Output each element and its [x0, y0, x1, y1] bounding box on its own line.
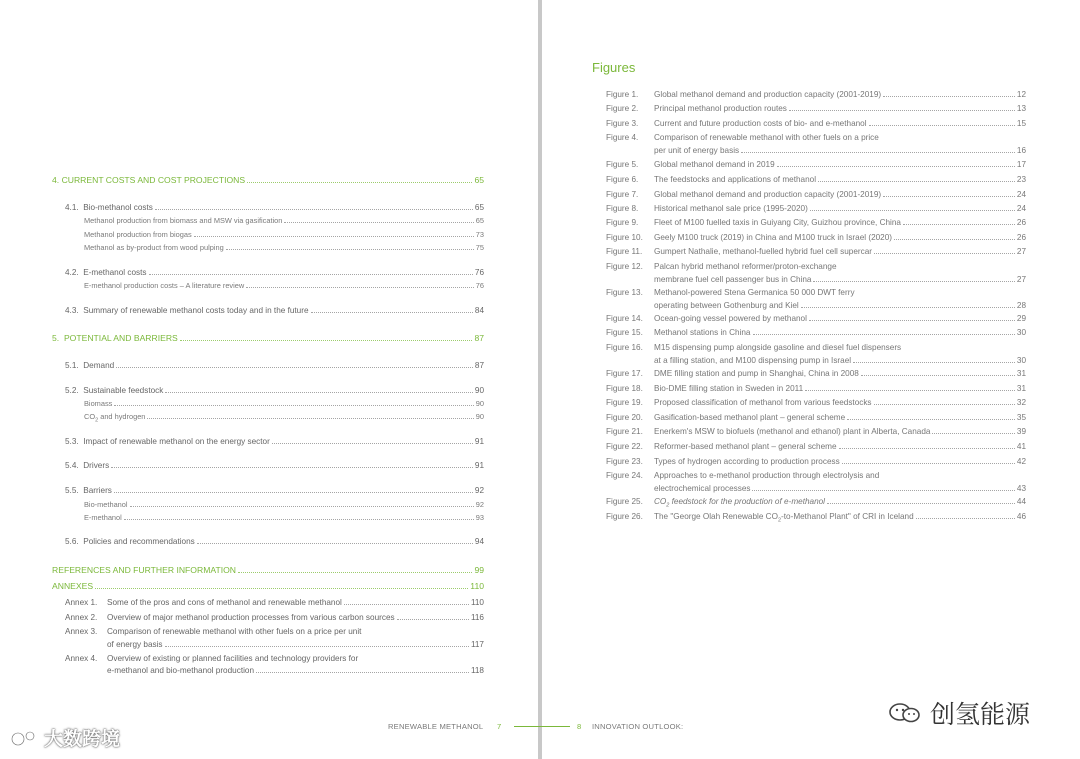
leader-dots — [813, 275, 1014, 282]
figure-label: Figure 8. — [606, 204, 639, 213]
watermark-logo-icon — [10, 727, 40, 749]
footer-divider — [514, 726, 570, 727]
toc-title: Methanol as by-product from wood pulping — [84, 243, 224, 252]
toc-annex-4-line2[interactable] — [107, 666, 484, 675]
figure-page: 41 — [1016, 442, 1026, 451]
figure-list-item[interactable] — [606, 369, 1026, 382]
leader-dots — [95, 582, 468, 589]
page-number-left: 7 — [497, 722, 502, 731]
leader-dots — [272, 437, 473, 444]
figure-list-item[interactable] — [606, 497, 1026, 511]
toc-number: 4.1. — [65, 203, 79, 212]
toc-subitem[interactable] — [84, 243, 484, 252]
leader-dots — [853, 356, 1015, 363]
figure-title: Proposed classification of methanol from various feedstocks — [654, 398, 872, 407]
figure-label: Figure 18. — [606, 384, 643, 393]
watermark-text: 创氢能源 — [930, 701, 1031, 729]
leader-dots — [810, 204, 1015, 211]
leader-dots — [130, 500, 474, 507]
leader-dots — [809, 314, 1015, 321]
figure-list-item[interactable] — [606, 384, 1026, 397]
leader-dots — [801, 301, 1015, 308]
figure-label: Figure 10. — [606, 233, 643, 242]
leader-dots — [194, 230, 474, 237]
toc-number: 5.2. — [65, 386, 79, 395]
leader-dots — [741, 146, 1015, 153]
figure-label: Figure 21. — [606, 427, 643, 436]
subscript: 2 — [666, 502, 670, 509]
toc-section-5-1[interactable] — [65, 361, 484, 370]
toc-page: 91 — [474, 461, 484, 470]
toc-title: Methanol production from biogas — [84, 230, 192, 239]
figure-page: 31 — [1016, 384, 1026, 393]
figure-page: 17 — [1016, 160, 1026, 169]
figure-list-item[interactable] — [606, 442, 1026, 455]
figure-label: Figure 3. — [606, 119, 639, 128]
toc-title: Barriers — [83, 486, 112, 495]
toc-page: 65 — [474, 203, 484, 212]
figure-list-item[interactable] — [606, 262, 1026, 287]
toc-page: 92 — [475, 500, 484, 509]
toc-subitem[interactable] — [84, 216, 484, 225]
toc-subitem[interactable] — [84, 399, 484, 408]
text-part: CO — [654, 497, 667, 506]
leader-dots — [752, 484, 1014, 491]
leader-dots — [874, 398, 1015, 405]
text-part: -to-Methanol Plant" of CRI in Iceland — [781, 512, 914, 521]
toc-page: 65 — [475, 216, 484, 225]
toc-subitem[interactable] — [84, 513, 484, 522]
toc-subitem[interactable] — [84, 500, 484, 509]
toc-annex-1[interactable] — [65, 598, 484, 607]
toc-section-5-4[interactable] — [65, 461, 484, 470]
figure-title: Fleet of M100 fuelled taxis in Guiyang City, Guizhou province, China — [654, 218, 901, 227]
figure-page: 26 — [1016, 218, 1026, 227]
figure-label: Figure 23. — [606, 457, 643, 466]
leader-dots — [124, 513, 474, 520]
leader-dots — [397, 613, 469, 620]
figure-label: Figure 16. — [606, 343, 643, 352]
leader-dots — [842, 457, 1015, 464]
leader-dots — [777, 160, 1015, 167]
toc-page: 99 — [474, 565, 484, 575]
toc-page: 117 — [470, 640, 484, 649]
toc-section-5[interactable] — [52, 333, 484, 343]
figure-label: Figure 7. — [606, 190, 639, 199]
figure-page: 30 — [1016, 328, 1026, 337]
figure-page: 27 — [1016, 247, 1026, 256]
toc-number: Annex 1. — [65, 598, 98, 607]
figure-label: Figure 5. — [606, 160, 639, 169]
figure-list-item[interactable] — [606, 160, 1026, 173]
leader-dots — [847, 413, 1015, 420]
figure-label: Figure 1. — [606, 90, 639, 99]
subscript: 2 — [777, 517, 782, 524]
leader-dots — [861, 369, 1015, 376]
toc-title: E-methanol costs — [83, 268, 147, 277]
toc-title — [84, 412, 145, 423]
figure-title: at a filling station, and M100 dispensing pump in Israel — [654, 355, 852, 365]
figure-title: Reformer-based methanol plant – general scheme — [654, 442, 837, 451]
figure-label: Figure 25. — [606, 497, 643, 506]
leader-dots — [165, 386, 473, 393]
toc-page: 93 — [475, 513, 484, 522]
figure-page: 15 — [1016, 119, 1026, 128]
leader-dots — [180, 334, 473, 341]
leader-dots — [114, 486, 473, 493]
leader-dots — [805, 384, 1015, 391]
figure-label: Figure 6. — [606, 175, 639, 184]
text-part: feedstock for the production of e-methanol — [669, 497, 825, 506]
figure-page: 39 — [1016, 427, 1026, 436]
leader-dots — [226, 243, 474, 250]
leader-dots — [238, 566, 472, 573]
figure-page: 24 — [1016, 190, 1026, 199]
toc-page: 90 — [475, 412, 484, 421]
figure-list-item[interactable] — [606, 90, 1026, 103]
figure-page: 31 — [1016, 369, 1026, 378]
toc-subitem[interactable] — [84, 412, 484, 423]
figure-page: 35 — [1016, 413, 1026, 422]
figure-page: 28 — [1016, 300, 1026, 310]
toc-title: of energy basis — [107, 640, 163, 649]
figure-title: membrane fuel cell passenger bus in China — [654, 274, 812, 284]
figure-title: Types of hydrogen according to production process — [654, 457, 840, 466]
figure-label: Figure 19. — [606, 398, 643, 407]
toc-number: 5.3. — [65, 437, 79, 446]
leader-dots — [883, 190, 1015, 197]
figure-label: Figure 26. — [606, 512, 643, 521]
figure-list-item[interactable] — [606, 512, 1026, 526]
figure-page: 42 — [1016, 457, 1026, 466]
leader-dots — [894, 233, 1015, 240]
figure-title: Methanol stations in China — [654, 328, 751, 337]
figure-list-item[interactable] — [606, 190, 1026, 203]
toc-title: Summary of renewable methanol costs today and in the future — [83, 306, 309, 315]
toc-title: REFERENCES AND FURTHER INFORMATION — [52, 565, 236, 575]
watermark-right — [888, 695, 1030, 731]
figure-title: electrochemical processes — [654, 483, 751, 493]
toc-annex-2[interactable] — [65, 613, 484, 622]
toc-title: Overview of major methanol production processes from various carbon sources — [107, 613, 395, 622]
toc-number: Annex 3. — [65, 627, 98, 636]
toc-section-4-2[interactable] — [65, 268, 484, 277]
toc-number: 5.1. — [65, 361, 79, 370]
toc-page: 94 — [474, 537, 484, 546]
figure-title: Principal methanol production routes — [654, 104, 787, 113]
toc-number: 5.6. — [65, 537, 79, 546]
figure-title: per unit of energy basis — [654, 145, 740, 155]
toc-subitem[interactable] — [84, 281, 484, 290]
figure-list-item[interactable] — [606, 204, 1026, 217]
leader-dots — [932, 427, 1014, 434]
leader-dots — [883, 90, 1015, 97]
toc-page: 110 — [470, 598, 484, 607]
toc-section-5-3[interactable] — [65, 437, 484, 446]
figure-page: 16 — [1016, 145, 1026, 155]
figure-page: 26 — [1016, 233, 1026, 242]
figure-page: 12 — [1016, 90, 1026, 99]
toc-page: 116 — [470, 613, 484, 622]
toc-section-5-6[interactable] — [65, 537, 484, 546]
leader-dots — [903, 218, 1015, 225]
leader-dots — [827, 497, 1015, 504]
toc-number: 4. — [52, 175, 60, 185]
figure-page: 29 — [1016, 314, 1026, 323]
leader-dots — [116, 361, 473, 368]
figure-label: Figure 24. — [606, 471, 643, 480]
toc-title: Policies and recommendations — [83, 537, 195, 546]
figure-list-item[interactable] — [606, 218, 1026, 231]
toc-number: 5.5. — [65, 486, 79, 495]
figure-label: Figure 9. — [606, 218, 639, 227]
footer-title-right: INNOVATION OUTLOOK: — [592, 722, 684, 731]
toc-annex-3-line1[interactable] — [65, 627, 484, 636]
toc-annex-3-line2[interactable] — [107, 640, 484, 649]
watermark-text: 大数跨境 — [44, 729, 121, 750]
figure-title: Historical methanol sale price (1995-2020) — [654, 204, 808, 213]
leader-dots — [246, 281, 474, 288]
toc-title: Sustainable feedstock — [83, 386, 164, 395]
figure-label: Figure 11. — [606, 247, 643, 256]
toc-page: 75 — [475, 243, 484, 252]
figure-list-item[interactable] — [606, 471, 1026, 496]
leader-dots — [256, 666, 469, 673]
figure-title: Current and future production costs of bio- and e-methanol — [654, 119, 867, 128]
leader-dots — [114, 399, 473, 406]
figure-title: The feedstocks and applications of methanol — [654, 175, 817, 184]
toc-page: 76 — [475, 281, 484, 290]
toc-page: 87 — [474, 333, 484, 343]
leader-dots — [197, 537, 473, 544]
toc-number: 5.4. — [65, 461, 79, 470]
figure-title: Comparison of renewable methanol with other fuels on a price — [654, 133, 879, 142]
figure-page: 23 — [1016, 175, 1026, 184]
figure-label: Figure 4. — [606, 133, 639, 142]
figure-page: 44 — [1016, 497, 1026, 506]
toc-number: 4.2. — [65, 268, 79, 277]
toc-section-4-3[interactable] — [65, 306, 484, 315]
toc-title: Biomass — [84, 399, 113, 408]
figure-title: Global methanol demand and production capacity (2001-2019) — [654, 90, 882, 99]
leader-dots — [789, 104, 1015, 111]
figure-label: Figure 22. — [606, 442, 643, 451]
figure-list-item[interactable] — [606, 247, 1026, 260]
toc-title: Drivers — [83, 461, 110, 470]
footer-title-left: RENEWABLE METHANOL — [388, 722, 484, 731]
toc-page: 92 — [474, 486, 484, 495]
figure-title: Palcan hybrid methanol reformer/proton-exchange — [654, 262, 837, 271]
figure-list-item[interactable] — [606, 457, 1026, 470]
toc-title: Methanol production from biomass and MSW via gasification — [84, 216, 283, 225]
toc-title: Bio-methanol — [84, 500, 128, 509]
figure-list-item[interactable] — [606, 288, 1026, 313]
leader-dots — [247, 176, 472, 183]
toc-title: POTENTIAL AND BARRIERS — [63, 333, 178, 343]
toc-page: 76 — [474, 268, 484, 277]
toc-title: E-methanol — [84, 513, 122, 522]
figure-label: Figure 15. — [606, 328, 643, 337]
toc-title: e-methanol and bio-methanol production — [107, 666, 255, 675]
figure-title: DME filling station and pump in Shanghai, China in 2008 — [654, 369, 859, 378]
toc-annex-4-line1[interactable] — [65, 654, 484, 663]
figure-page: 43 — [1016, 483, 1026, 493]
toc-title: E-methanol production costs – A literature review — [84, 281, 245, 290]
figure-title: Methanol-powered Stena Germanica 50 000 DWT ferry — [654, 288, 855, 297]
figure-title: operating between Gothenburg and Kiel — [654, 300, 799, 310]
toc-title: Some of the pros and cons of methanol and renewable methanol — [107, 598, 342, 607]
figures-heading: Figures — [592, 60, 636, 75]
leader-dots — [147, 412, 473, 419]
figure-list-item[interactable] — [606, 119, 1026, 132]
leader-dots — [149, 268, 473, 275]
toc-title: Impact of renewable methanol on the energy sector — [83, 437, 270, 446]
figure-title: Ocean-going vessel powered by methanol — [654, 314, 807, 323]
figure-list-item[interactable] — [606, 233, 1026, 246]
figure-title: Geely M100 truck (2019) in China and M100 truck in Israel (2020) — [654, 233, 893, 242]
figure-label: Figure 12. — [606, 262, 643, 271]
leader-dots — [344, 598, 469, 605]
toc-page: 90 — [475, 399, 484, 408]
figure-title: Global methanol demand in 2019 — [654, 160, 775, 169]
toc-annexes[interactable] — [52, 581, 484, 591]
leader-dots — [111, 461, 473, 468]
figure-title: Global methanol demand and production capacity (2001-2019) — [654, 190, 882, 199]
toc-title: Overview of existing or planned facilities and technology providers for — [107, 654, 359, 663]
toc-page: 73 — [475, 230, 484, 239]
toc-number: Annex 2. — [65, 613, 98, 622]
toc-section-5-2[interactable] — [65, 386, 484, 395]
leader-dots — [155, 203, 473, 210]
leader-dots — [869, 119, 1015, 126]
figure-title — [654, 497, 825, 509]
leader-dots — [818, 175, 1015, 182]
toc-page: 90 — [474, 386, 484, 395]
toc-number: Annex 4. — [65, 654, 98, 663]
figure-title: Gumpert Nathalie, methanol-fuelled hybrid fuel cell supercar — [654, 247, 872, 256]
toc-page: 91 — [474, 437, 484, 446]
leader-dots — [839, 442, 1015, 449]
leader-dots — [311, 306, 473, 313]
toc-title: Bio-methanol costs — [83, 203, 153, 212]
figure-page: 46 — [1016, 512, 1026, 521]
text-part: and hydrogen — [98, 412, 146, 421]
toc-title: Comparison of renewable methanol with other fuels on a price per unit — [107, 627, 362, 636]
subscript: 2 — [95, 417, 99, 424]
figure-list-item[interactable] — [606, 413, 1026, 426]
wechat-icon — [888, 702, 922, 724]
watermark-left — [10, 724, 120, 751]
figure-page: 24 — [1016, 204, 1026, 213]
toc-number: 5. — [52, 333, 60, 343]
figure-label: Figure 13. — [606, 288, 643, 297]
figure-list-item[interactable] — [606, 314, 1026, 327]
leader-dots — [753, 328, 1015, 335]
toc-section-4[interactable] — [52, 175, 484, 185]
figure-title — [654, 512, 914, 524]
toc-page: 65 — [474, 175, 484, 185]
figure-page: 32 — [1016, 398, 1026, 407]
figure-label: Figure 2. — [606, 104, 639, 113]
toc-number: 4.3. — [65, 306, 79, 315]
toc-title: ANNEXES — [52, 581, 94, 591]
toc-page: 87 — [474, 361, 484, 370]
leader-dots — [165, 640, 469, 647]
figure-title: Gasification-based methanol plant – general scheme — [654, 413, 846, 422]
figure-label: Figure 14. — [606, 314, 643, 323]
figure-title: Enerkem's MSW to biofuels (methanol and ethanol) plant in Alberta, Canada — [654, 427, 931, 436]
page-number-right: 8 — [577, 722, 582, 731]
toc-title: CURRENT COSTS AND COST PROJECTIONS — [61, 175, 246, 185]
text-part: CO — [84, 412, 96, 421]
figure-page: 13 — [1016, 104, 1026, 113]
toc-page: 110 — [470, 581, 484, 591]
leader-dots — [284, 216, 473, 223]
toc-page: 84 — [474, 306, 484, 315]
figure-list-item[interactable] — [606, 175, 1026, 188]
figure-title: Bio-DME filling station in Sweden in 2011 — [654, 384, 804, 393]
toc-subitem[interactable] — [84, 230, 484, 239]
leader-dots — [916, 512, 1015, 519]
figure-title: M15 dispensing pump alongside gasoline and diesel fuel dispensers — [654, 343, 902, 352]
figure-label: Figure 17. — [606, 369, 643, 378]
figure-list-item[interactable] — [606, 133, 1026, 158]
figure-label: Figure 20. — [606, 413, 643, 422]
left-page — [0, 0, 538, 759]
toc-references[interactable] — [52, 565, 484, 575]
leader-dots — [874, 247, 1015, 254]
figure-list-item[interactable] — [606, 328, 1026, 341]
toc-title: Demand — [83, 361, 115, 370]
figure-list-item[interactable] — [606, 343, 1026, 368]
text-part: The "George Olah Renewable CO — [654, 512, 778, 521]
figure-page: 30 — [1016, 355, 1026, 365]
figure-page: 27 — [1016, 274, 1026, 284]
figure-title: Approaches to e-methanol production through electrolysis and — [654, 471, 880, 480]
toc-section-5-5[interactable] — [65, 486, 484, 495]
toc-section-4-1[interactable] — [65, 203, 484, 212]
figure-list-item[interactable] — [606, 104, 1026, 117]
figure-list-item[interactable] — [606, 427, 1026, 440]
toc-page: 118 — [470, 666, 484, 675]
figure-list-item[interactable] — [606, 398, 1026, 411]
